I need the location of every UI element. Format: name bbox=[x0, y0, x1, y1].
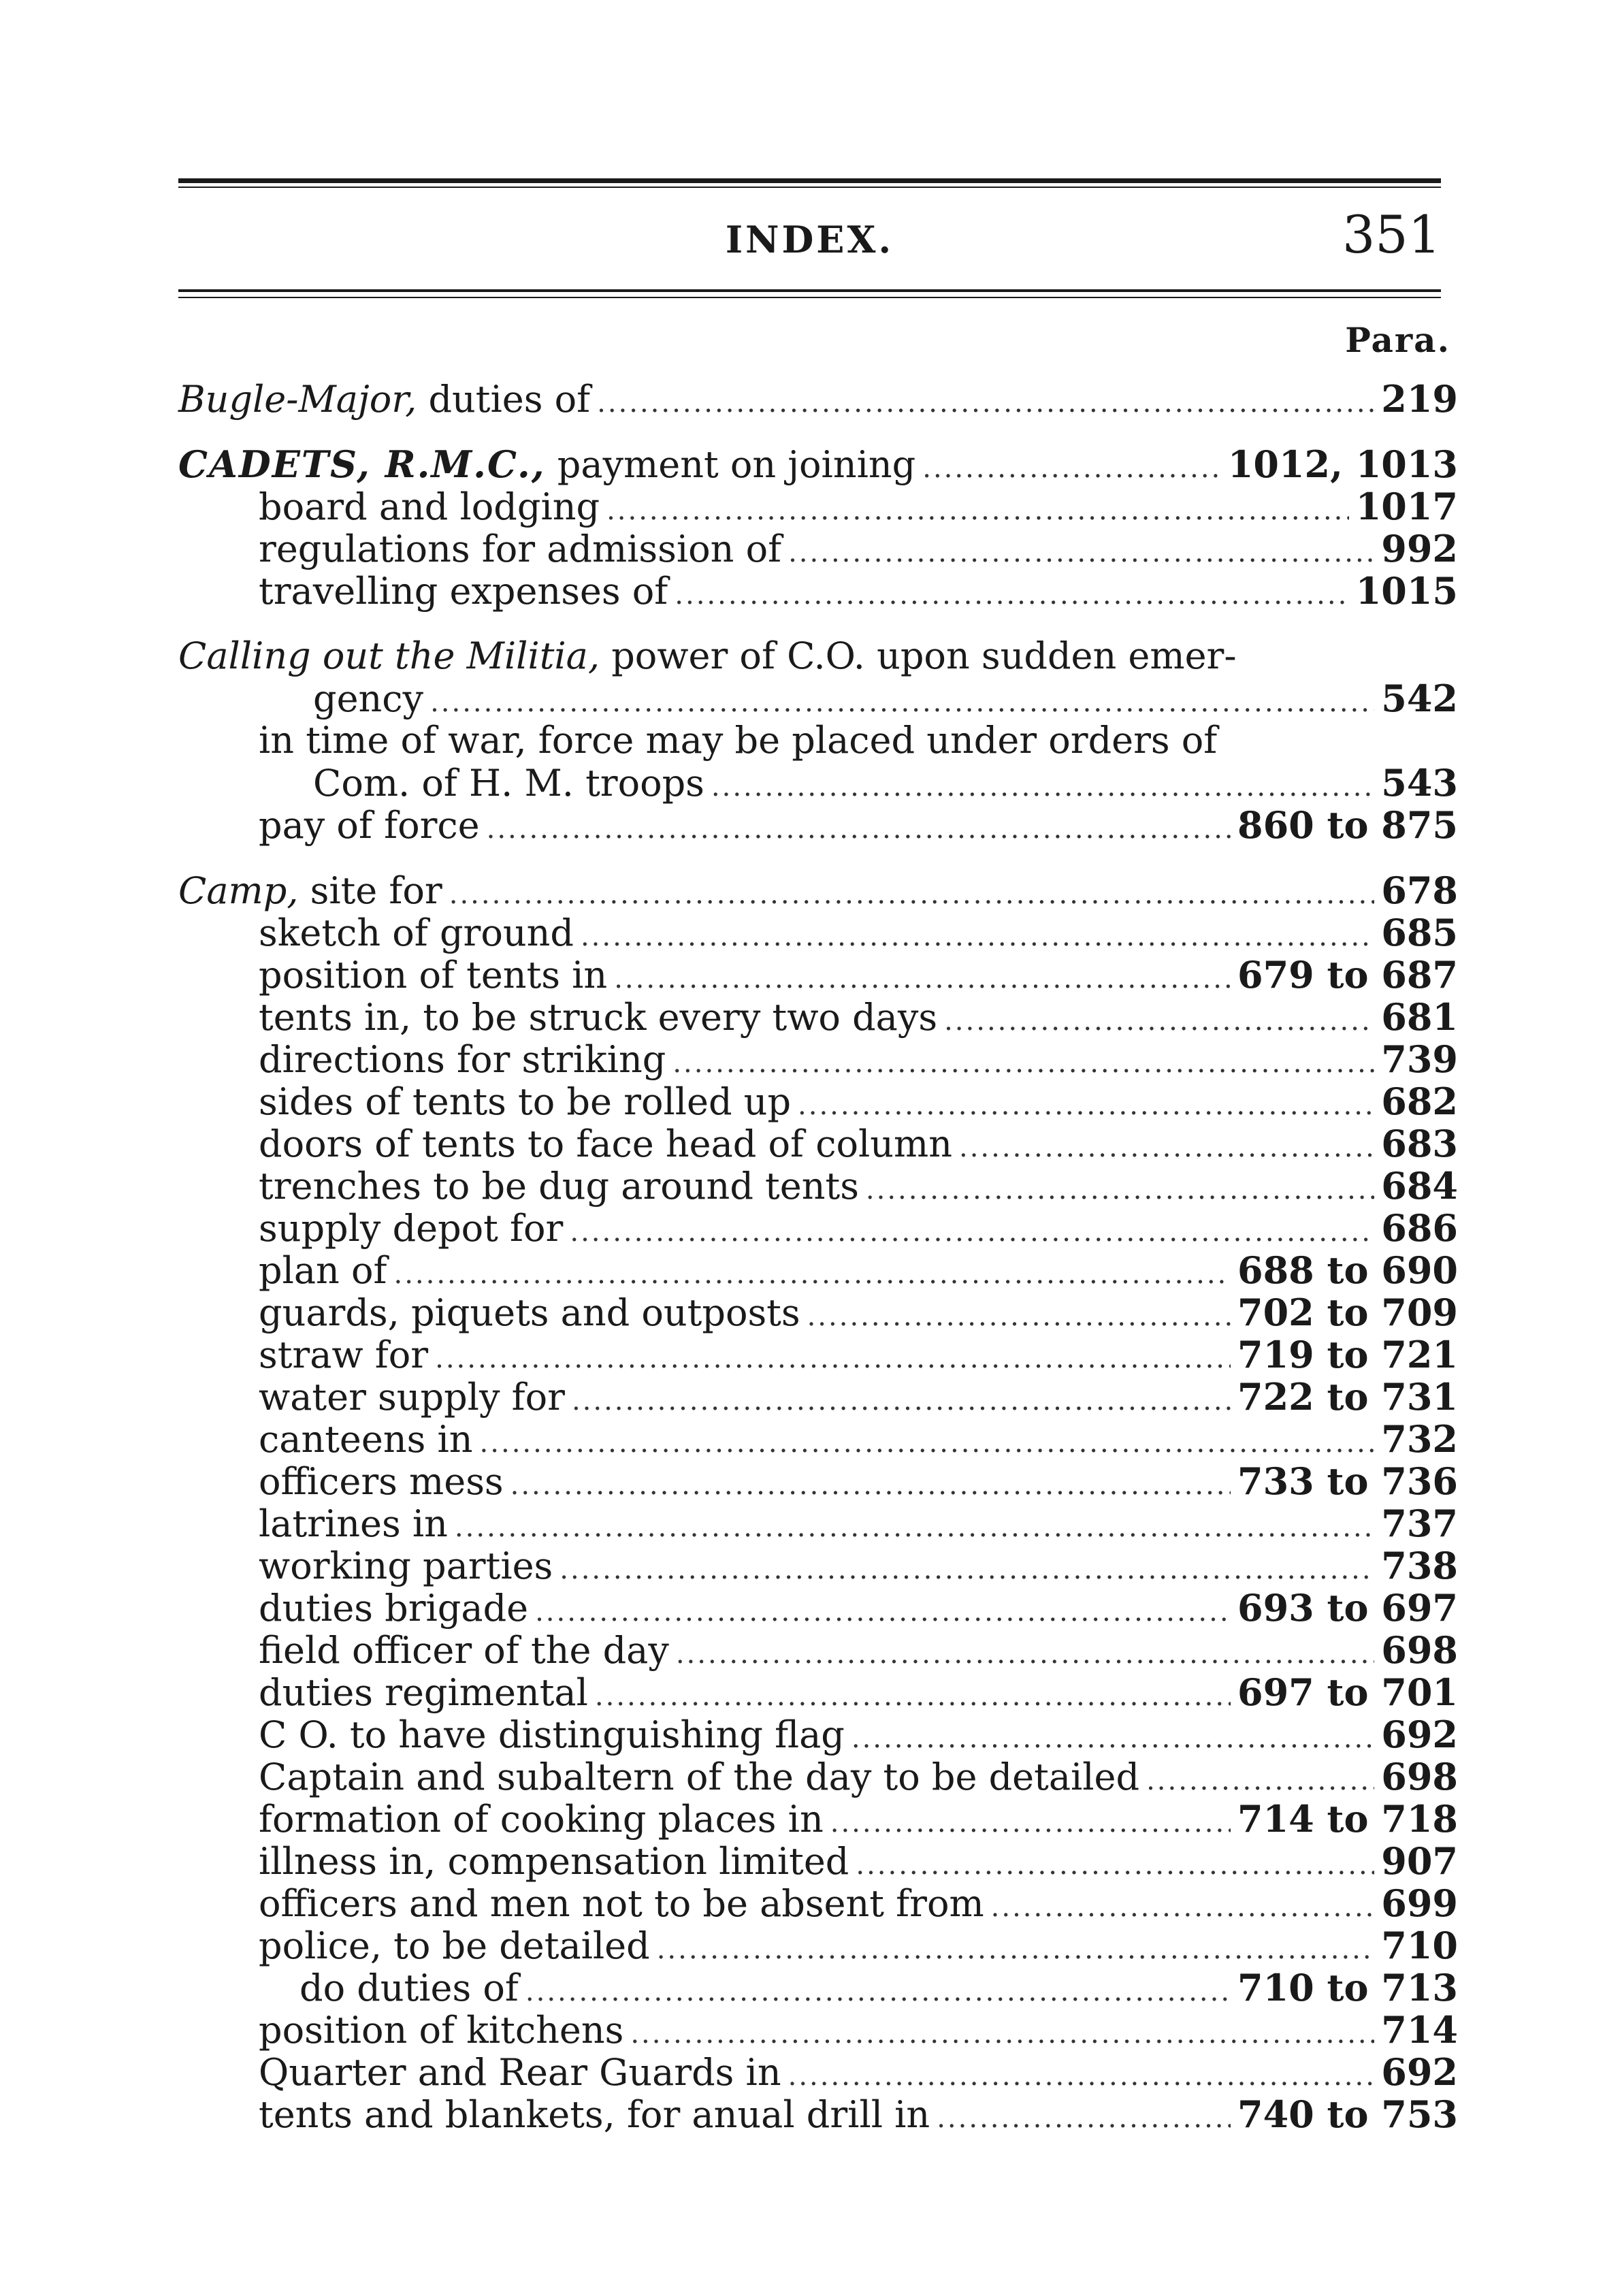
paragraph-reference: 685 bbox=[1381, 911, 1458, 954]
paragraph-reference: 697 to 701 bbox=[1237, 1670, 1458, 1714]
entry-text: tents and blankets, for anual drill in bbox=[259, 2093, 930, 2136]
entry-heading: Camp, bbox=[178, 869, 299, 912]
paragraph-reference: 219 bbox=[1381, 377, 1458, 421]
paragraph-reference: 702 to 709 bbox=[1237, 1291, 1458, 1334]
dot-leader bbox=[430, 681, 1374, 724]
dot-leader bbox=[711, 766, 1374, 808]
dot-leader bbox=[788, 532, 1374, 574]
entry-text bbox=[178, 378, 590, 421]
entry-text: straw for bbox=[259, 1333, 429, 1376]
paragraph-reference: 860 to 875 bbox=[1237, 803, 1458, 847]
paragraph-reference: 710 to 713 bbox=[1237, 1966, 1458, 2009]
index-entry bbox=[178, 1840, 1458, 1882]
index-entry bbox=[178, 954, 1458, 996]
paragraph-reference: 733 to 736 bbox=[1237, 1459, 1458, 1503]
paragraph-reference: 686 bbox=[1381, 1206, 1458, 1250]
dot-leader bbox=[606, 489, 1349, 532]
entry-text: Captain and subaltern of the day to be detailed bbox=[259, 1756, 1140, 1798]
entry-subject: power of C.O. upon sudden emer- bbox=[600, 634, 1237, 677]
index-entry bbox=[178, 2051, 1458, 2093]
entry-text: trenches to be dug around tents bbox=[259, 1165, 859, 1208]
dot-leader bbox=[597, 382, 1374, 424]
paragraph-reference: 710 bbox=[1381, 1924, 1458, 1967]
entry-text: illness in, compensation limited bbox=[259, 1840, 849, 1883]
entry-text: sides of tents to be rolled up bbox=[259, 1080, 792, 1123]
dot-leader bbox=[455, 1506, 1374, 1549]
dot-leader bbox=[480, 1422, 1375, 1464]
index-entry bbox=[178, 1376, 1458, 1418]
paragraph-reference: 737 bbox=[1381, 1502, 1458, 1545]
index-entry bbox=[178, 2009, 1458, 2051]
dot-leader bbox=[937, 2097, 1231, 2139]
paragraph-reference: 714 bbox=[1381, 2008, 1458, 2052]
dot-leader bbox=[559, 1549, 1374, 1591]
dot-leader bbox=[807, 1295, 1231, 1338]
dot-leader bbox=[657, 1928, 1375, 1971]
dot-leader bbox=[856, 1844, 1374, 1886]
paragraph-reference: 719 to 721 bbox=[1237, 1333, 1458, 1376]
dot-leader bbox=[630, 2013, 1374, 2055]
entry-text: sketch of ground bbox=[259, 911, 574, 954]
paragraph-reference: 1012, 1013 bbox=[1227, 442, 1458, 486]
header-rule bbox=[178, 289, 1441, 292]
index-entry bbox=[178, 443, 1458, 485]
index-entry bbox=[178, 804, 1458, 846]
entry-text bbox=[178, 870, 442, 912]
entry-text bbox=[178, 635, 1237, 677]
index-entry bbox=[178, 1207, 1458, 1249]
dot-leader bbox=[798, 1084, 1374, 1127]
dot-leader bbox=[435, 1338, 1231, 1380]
index-entry bbox=[178, 1798, 1458, 1840]
entry-text: plan of bbox=[259, 1249, 387, 1292]
dot-leader bbox=[1146, 1760, 1374, 1802]
paragraph-reference: 543 bbox=[1381, 761, 1458, 805]
paragraph-reference: 699 bbox=[1381, 1881, 1458, 1925]
index-entry bbox=[178, 1122, 1458, 1165]
entry-text: board and lodging bbox=[259, 485, 600, 528]
entry-text: position of kitchens bbox=[259, 2009, 624, 2052]
dot-leader bbox=[866, 1169, 1374, 1211]
paragraph-reference: 692 bbox=[1381, 2050, 1458, 2094]
dot-leader bbox=[535, 1591, 1231, 1633]
entry-subject: duties of bbox=[417, 378, 591, 421]
dot-leader bbox=[851, 1717, 1374, 1760]
entry-text: tents in, to be struck every two days bbox=[259, 996, 938, 1039]
dot-leader bbox=[788, 2055, 1375, 2097]
entry-text: Com. of H. M. troops bbox=[313, 762, 704, 805]
index-entry bbox=[178, 1038, 1458, 1080]
index-entry bbox=[178, 1333, 1458, 1376]
dot-leader bbox=[672, 1042, 1374, 1084]
paragraph-column-label: Para. bbox=[1345, 320, 1450, 360]
index-entry bbox=[178, 1587, 1458, 1629]
index-entry bbox=[178, 1460, 1458, 1502]
dot-leader bbox=[570, 1211, 1374, 1253]
index-entry bbox=[178, 1629, 1458, 1671]
running-head-title: INDEX. bbox=[725, 218, 894, 261]
dot-leader bbox=[487, 808, 1231, 850]
index-entry bbox=[178, 378, 1458, 420]
dot-leader bbox=[572, 1380, 1231, 1422]
entry-text bbox=[178, 443, 915, 486]
index-entries bbox=[178, 378, 1458, 2135]
paragraph-reference: 1015 bbox=[1355, 569, 1458, 613]
index-entry bbox=[178, 1924, 1458, 1967]
index-entry bbox=[178, 1967, 1458, 2009]
dot-leader bbox=[959, 1127, 1374, 1169]
dot-leader bbox=[944, 1000, 1374, 1042]
header-rule-thin bbox=[178, 297, 1441, 298]
entry-text: canteens in bbox=[259, 1418, 473, 1461]
paragraph-reference: 692 bbox=[1381, 1713, 1458, 1756]
index-entry bbox=[178, 1545, 1458, 1587]
paragraph-reference: 688 to 690 bbox=[1237, 1248, 1458, 1292]
dot-leader bbox=[676, 1633, 1374, 1675]
entry-text: guards, piquets and outposts bbox=[259, 1291, 800, 1334]
index-entry bbox=[178, 1249, 1458, 1291]
entry-text: formation of cooking places in bbox=[259, 1798, 824, 1841]
paragraph-reference: 678 bbox=[1381, 869, 1458, 912]
entry-text: doors of tents to face head of column bbox=[259, 1122, 952, 1165]
top-rule-thin bbox=[178, 187, 1441, 188]
dot-leader bbox=[595, 1675, 1231, 1717]
entry-text: pay of force bbox=[259, 804, 480, 847]
entry-text: position of tents in bbox=[259, 954, 608, 997]
paragraph-reference: 992 bbox=[1381, 527, 1458, 570]
paragraph-reference: 722 to 731 bbox=[1237, 1375, 1458, 1419]
dot-leader bbox=[991, 1886, 1375, 1928]
paragraph-reference: 739 bbox=[1381, 1037, 1458, 1081]
index-entry bbox=[178, 635, 1458, 677]
entry-text: regulations for admission of bbox=[259, 528, 782, 570]
paragraph-reference: 740 to 753 bbox=[1237, 2092, 1458, 2136]
entry-text: officers mess bbox=[259, 1460, 504, 1503]
entry-text: travelling expenses of bbox=[259, 570, 668, 613]
entry-text: Quarter and Rear Guards in bbox=[259, 2051, 781, 2094]
entry-subject: site for bbox=[298, 869, 442, 912]
dot-leader bbox=[393, 1253, 1231, 1295]
dot-leader bbox=[581, 916, 1374, 958]
entry-heading: Bugle-Major, bbox=[178, 378, 417, 421]
paragraph-reference: 542 bbox=[1381, 677, 1458, 720]
page-number: 351 bbox=[1342, 204, 1441, 265]
index-entry bbox=[178, 911, 1458, 954]
entry-text: water supply for bbox=[259, 1376, 565, 1419]
paragraph-reference: 681 bbox=[1381, 995, 1458, 1039]
index-entry bbox=[178, 1502, 1458, 1545]
entry-text: officers and men not to be absent from bbox=[259, 1882, 984, 1925]
index-entry bbox=[178, 762, 1458, 804]
index-entry bbox=[178, 570, 1458, 612]
index-entry bbox=[178, 1756, 1458, 1798]
index-entry bbox=[178, 1291, 1458, 1333]
entry-text: duties regimental bbox=[259, 1671, 588, 1714]
index-entry bbox=[178, 1713, 1458, 1756]
entry-subject: payment on joining bbox=[545, 443, 916, 486]
index-entry bbox=[178, 528, 1458, 570]
index-entry bbox=[178, 719, 1458, 762]
paragraph-reference: 684 bbox=[1381, 1164, 1458, 1208]
entry-text: C O. to have distinguishing flag bbox=[259, 1713, 845, 1756]
dot-leader bbox=[830, 1802, 1231, 1844]
dot-leader bbox=[922, 447, 1221, 489]
entry-text: field officer of the day bbox=[259, 1629, 669, 1672]
paragraph-reference: 679 to 687 bbox=[1237, 953, 1458, 997]
dot-leader bbox=[449, 873, 1375, 916]
paragraph-reference: 1017 bbox=[1355, 485, 1458, 528]
entry-text: directions for striking bbox=[259, 1038, 666, 1081]
paragraph-reference: 714 to 718 bbox=[1237, 1797, 1458, 1841]
top-rule bbox=[178, 178, 1441, 183]
dot-leader bbox=[675, 574, 1348, 616]
entry-text: duties brigade bbox=[259, 1587, 529, 1630]
entry-text: supply depot for bbox=[259, 1207, 564, 1250]
index-entry bbox=[178, 2093, 1458, 2135]
index-entry bbox=[178, 1165, 1458, 1207]
entry-heading: CADETS, R.M.C., bbox=[178, 442, 546, 486]
dot-leader bbox=[525, 1971, 1231, 2013]
index-entry bbox=[178, 1080, 1458, 1122]
paragraph-reference: 738 bbox=[1381, 1544, 1458, 1587]
index-entry bbox=[178, 677, 1458, 719]
index-entry bbox=[178, 485, 1458, 528]
entry-text: do duties of bbox=[299, 1967, 519, 2009]
index-entry bbox=[178, 1418, 1458, 1460]
entry-text: working parties bbox=[259, 1545, 553, 1587]
dot-leader bbox=[510, 1464, 1231, 1506]
paragraph-reference: 693 to 697 bbox=[1237, 1586, 1458, 1630]
dot-leader bbox=[614, 958, 1231, 1000]
entry-heading: Calling out the Militia, bbox=[178, 634, 600, 677]
entry-text: in time of war, force may be placed under orders of bbox=[259, 719, 1218, 762]
paragraph-reference: 907 bbox=[1381, 1839, 1458, 1883]
index-entry bbox=[178, 1671, 1458, 1713]
index-entry bbox=[178, 1882, 1458, 1924]
entry-text: latrines in bbox=[259, 1502, 448, 1545]
paragraph-reference: 683 bbox=[1381, 1122, 1458, 1165]
paragraph-reference: 698 bbox=[1381, 1755, 1458, 1798]
index-entry bbox=[178, 869, 1458, 911]
paragraph-reference: 682 bbox=[1381, 1080, 1458, 1123]
entry-text: gency bbox=[313, 677, 424, 720]
paragraph-reference: 698 bbox=[1381, 1628, 1458, 1672]
index-entry bbox=[178, 996, 1458, 1038]
running-head bbox=[178, 204, 1441, 279]
paragraph-reference: 732 bbox=[1381, 1417, 1458, 1461]
entry-text: police, to be detailed bbox=[259, 1924, 650, 1967]
